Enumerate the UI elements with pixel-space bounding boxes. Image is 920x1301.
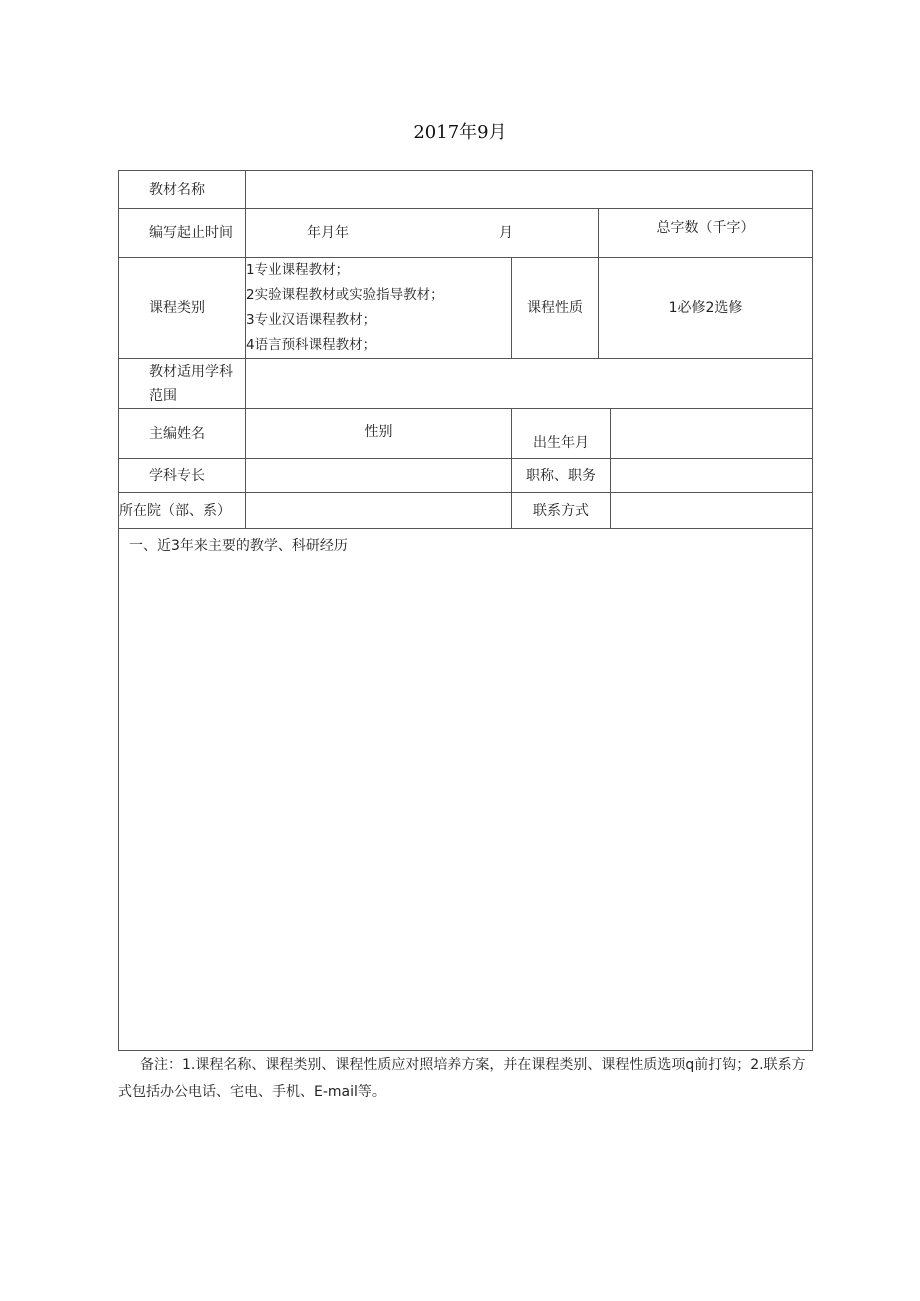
textbook-application-form	[118, 170, 813, 1051]
specialty-label: 学科专长	[119, 459, 246, 493]
birth-date-label: 出生年月	[512, 409, 611, 459]
writing-period-end: 月	[499, 225, 513, 241]
applicable-scope-field[interactable]	[246, 359, 813, 409]
course-category-option-4[interactable]: 4语言预科课程教材；	[246, 337, 377, 353]
course-category-label: 课程类别	[119, 258, 246, 359]
row-writing-period	[119, 209, 813, 258]
textbook-name-label: 教材名称	[119, 171, 246, 209]
title-position-label: 职称、职务	[512, 459, 611, 493]
department-label: 所在院（部、系）	[119, 493, 246, 529]
course-nature-label: 课程性质	[512, 258, 599, 359]
notes: 备注：1.课程名称、课程类别、课程性质应对照培养方案，并在课程类别、课程性质选项q前打钩；2.联系方式包括办公电话、宅电、手机、E-mail等。	[118, 1057, 806, 1100]
row-textbook-name	[119, 171, 813, 209]
writing-period-start: 年月年	[307, 225, 349, 241]
course-category-option-3[interactable]: 3专业汉语课程教材；	[246, 312, 377, 328]
row-chief-editor	[119, 409, 813, 459]
row-department	[119, 493, 813, 529]
chief-editor-label: 主编姓名	[119, 409, 246, 459]
birth-date-field[interactable]	[611, 409, 813, 459]
textbook-name-field[interactable]	[246, 171, 813, 209]
experience-label: 一、近3年来主要的教学、科研经历	[129, 538, 348, 554]
gender-label: 性别	[246, 409, 512, 459]
course-nature-options[interactable]: 1必修2选修	[599, 258, 813, 359]
row-specialty	[119, 459, 813, 493]
specialty-field[interactable]	[246, 459, 512, 493]
title-position-field[interactable]	[611, 459, 813, 493]
course-category-option-1[interactable]: 1专业课程教材；	[246, 262, 350, 278]
applicable-scope-label: 教材适用学科范围	[119, 359, 246, 409]
experience-field[interactable]	[119, 529, 813, 1051]
course-category-option-2[interactable]: 2实验课程教材或实验指导教材；	[246, 287, 444, 303]
department-field[interactable]	[246, 493, 512, 529]
writing-period-label: 编写起止时间	[119, 209, 246, 258]
contact-label: 联系方式	[512, 493, 611, 529]
writing-period-field[interactable]	[246, 209, 599, 258]
page-date: 2017年9月	[413, 122, 507, 143]
contact-field[interactable]	[611, 493, 813, 529]
row-experience	[119, 529, 813, 1051]
row-course-category	[119, 258, 813, 359]
total-words-label: 总字数（千字）	[599, 209, 813, 258]
course-category-options	[246, 258, 512, 359]
row-applicable-scope	[119, 359, 813, 409]
